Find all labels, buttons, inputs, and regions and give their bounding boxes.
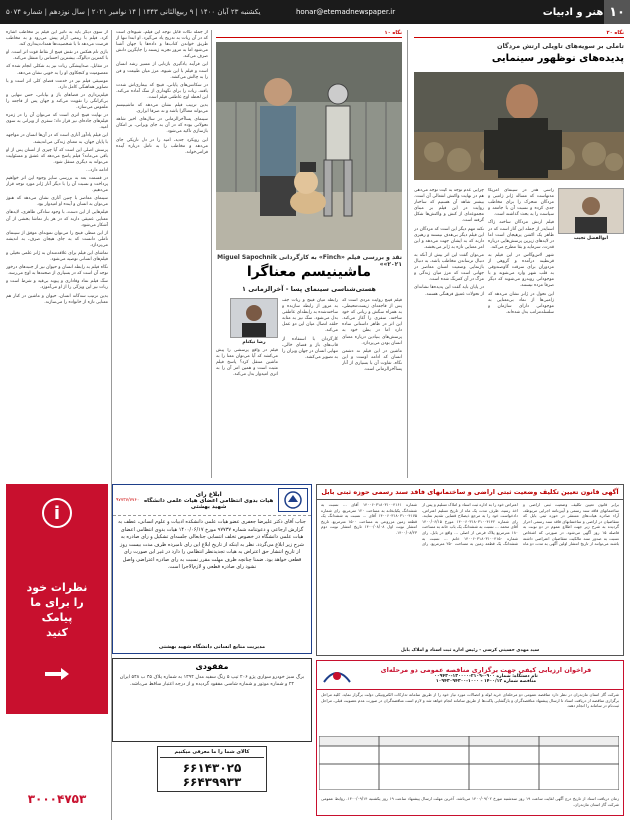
tender-ad-line-2: مناقصه شماره ۱۴۰۰/۱۲ - ۱۰۰۰-۱۰۹۴۳۰۹۴۳۰۰ — [435, 679, 537, 684]
finch-scene — [216, 42, 402, 250]
left-column-text: از سوی دیگر باید به تاثیر این فیلم بر مخاطب اشاره کرد. فیلم با ریتمی آرام پیش می‌رود و به مخاطب فرصت می‌دهد تا با شخصیت‌ها همذات‌پنداری کند. بازی تام هنکس در نقش فینچ از نقاط قوت اثر است. او با کمترین دیالوگ، بیشترین احساس را منتقل می‌کند. در مقابل، صداپیشگی ربات نیز به شکلی انجام شده که معصومیت و کنجکاوی او را به خوبی نشان می‌دهد. موسیقی فیلم نیز در خدمت فضای کلی اثر است و با تصاویر هماهنگی کامل دارد. فیلم‌برداری در فضاهای باز و بیابانی، حس تنهایی و بی‌کرانگی را تقویت می‌کند و جهان پس از فاجعه را ملموس می‌سازد. در نهایت فینچ اثری است که می‌توان آن را در زمره فیلم‌های جاده‌ای نیز قرار داد؛ سفری از ویرانی به سوی امید. این فیلم یادآور آثاری است که در آن‌ها انسان در مواجهه با پایان جهان، به معنای زندگی می‌اندیشد. پرسش اصلی این است که آیا چیزی از انسان پس از او باقی می‌ماند؟ فیلم پاسخ می‌دهد که عشق و مسئولیت می‌تواند به دیگری منتقل شود. ادامه دارد... در قسمت بعد به بررسی سایر وجوه این اثر خواهیم پرداخت و نسبت آن را با دیگر آثار ژانر مورد توجه قرار می‌دهیم. سینمای معاصر با چنین آثاری نشان می‌دهد که هنوز می‌توان به انسان و آینده او امیدوار بود. فیلم‌هایی از این دست، با وجود سادگی ظاهری، لایه‌های معنایی عمیقی دارند که در هر بار تماشا بخشی از آن آشکار می‌شود. از این منظر، فینچ را می‌توان نمونه‌ای موفق از سینمای تاملی دانست که به جای هیجان صرف، به اندیشه می‌پردازد. تماشای این فیلم برای علاقه‌مندان به ژانر علمی تخیلی و فیلم‌های انسانی توصیه می‌شود. نگاه فیلم به رابطه انسان و حیوان نیز از جنبه‌های درخور توجه آن است که در بسیاری از صحنه‌ها به اوج می‌رسد. سگ فیلم نماد وفاداری و پیوند بی‌قید و شرط است و ربات نیز این ویژگی را از او می‌آموزد. بدین ترتیب سه‌گانه انسان، حیوان و ماشین در کنار هم معنایی تازه از خانواده را می‌سازند. — [6, 30, 108, 305]
main-article-kicker: نقد و بررسی فیلم «Finch» به کارگردانی Miguel Sapochnik «۲۰۲۱» — [217, 254, 402, 268]
ruling-number: ۹۷۷۳۷/۷۷۶۰ — [116, 497, 140, 503]
ad-booking-phone-1[interactable]: ۶۶۱۴۳۰۲۵ — [182, 761, 242, 775]
section-title: هنر و ادبیات — [542, 6, 604, 18]
land-registry-ad-body: برابر قانون تعیین تکلیف وضعیت ثبتی اراضی و ساختمانهای فاقد سند رسمی و آیین‌نامه اجرایی مربوطه، آراء صادره هیات‌های مستقر در حوزه ثبتی بابل که متقاضیان در اراضی و ساختمانهای فاقد سند رسمی احراز گردیده به شرح زیر جهت اطلاع عموم در دو نوبت به فاصله ۱۵ روز آگهی می‌شود. در صورتی که اشخاص نسبت به صدور سند مالکیت متقاضیان اعتراضی داشته باشند می‌توانند از تاریخ انتشار اولین آگهی به مدت دو ماه اعتراض خود را به اداره ثبت اسناد و املاک تسلیم و پس از اخذ رسید، ظرف مدت یک ماه از تاریخ تسلیم اعتراض، دادخواست خود را به مرجع ذیصلاح قضایی تقدیم نمایند. رای شماره ۱۴۰۰۶۰۳۱۸۰۳۱۰۰۴۱۴۲ مورخ ۱۴۰۰/۰۶/۱۵ آقای محمد ... نسبت به ششدانگ یک باب خانه به مساحت ۱۸۰ مترمربع پلاک فرعی از اصلی ... واقع در بابل. رای شماره ۱۴۰۰۶۰۳۱۸۰۳۱۰۰۴۱۵۰ خانم ... نسبت به ششدانگ یک قطعه زمین به مساحت ۲۵۰ مترمربع. رای شماره ۱۴۰۰۶۰۳۱۸۰۳۱۰۰۴۱۶۱ آقای ... نسبت به ششدانگ یکبابخانه به مساحت ۱۲۰ مترمربع. رای شماره ۱۴۰۰۶۰۳۱۸۰۳۱۰۰۴۱۷۵ آقای ... نسبت به ششدانگ یک قطعه زمین مزروعی به مساحت ۱۵۰۰ مترمربع. تاریخ انتشار نوبت اول ۱۴۰۰/۰۸/۰۸ تاریخ انتشار نوبت دوم ۱۴۰۰/۰۸/۲۳. — [321, 502, 619, 547]
column-divider — [407, 30, 408, 478]
sms-line-1: نظرات خود — [26, 581, 88, 594]
right-article-col-2: چرایی عدم توجه به کیت توجه می‌دهی هم در نهایت واکنش انفعالی آن است. بیشتر شاهد آن هستیم که ساختار روایت در این فیلم بر مبنای مجموعه‌ای از کنش و واکنش‌ها شکل گرفته است. نکته مهم دیگر این است که مردگان در این فیلم دیگر بی‌هدف نیستند و رهبری دارند که به ایشان جهت می‌دهد و این امر معنایی تازه به ژانر می‌بخشد. می‌توان گفت این اثر بیش از آنکه به دنبال ترساندن مخاطب باشد، به دنبال بازنمایی وضعیت انسان معاصر در جهانی است که مرز میان زندگی و مرگ در آن کمرنگ شده است. در پایان باید گفت این پدیده‌ها نشانه‌ای از تحولات عمیق فرهنگی هستند. — [414, 188, 484, 297]
tender-ad-title: فراخوان ارزیابی کیفی جهت برگزاری مناقصه عمومی دو مرحله‌ای — [380, 666, 592, 674]
main-article-subtitle: هستی‌شناسی سینمای پسا - آخرالزمانی ۱ — [242, 285, 376, 293]
author-portrait — [558, 188, 624, 234]
main-article-tag: نگاه ۱۰ — [216, 30, 402, 38]
sms-feedback-box[interactable] — [6, 484, 108, 714]
critic-portrait — [230, 298, 278, 338]
land-registry-ad-title: آگهی قانون تعیین تکلیف وضعیت ثبتی اراضی و ساختمانهای فاقد سند رسمی حوزه ثبتی بابل — [317, 485, 623, 500]
page-number: ۱۰ — [604, 0, 630, 24]
sms-number[interactable]: ۳۰۰۰۴۷۵۳ — [27, 792, 87, 806]
dateline: یکشنبه ۲۳ آبان ۱۴۰۰ | ۹ ربیع‌الثانی ۱۴۴۳ | ۱۴ نوامبر ۲۰۲۱ | سال نوزدهم | شماره ۵۰۷۴ — [6, 8, 261, 16]
ruling-badge: ابلاغ رای — [195, 490, 222, 498]
right-article-tag: نگاه ۲۰ — [414, 30, 624, 38]
main-article-col-2: رابطه میان فینچ و ربات جف به مرور از رابطه سازنده و ساخته‌شده به رابطه‌ای عاطفی بدل می‌شود. سگ نیز به مثابه حلقه اتصال میان این دو عمل می‌کند. کارگردان با استفاده از قاب‌های باز و فضای خالی، تنهایی انسان در جهان ویران را به تصویر می‌کشد. — [282, 298, 338, 360]
land-registry-ad-signature: سید مهدی حسینی کرسی - رئیس اداره ثبت اسناد و املاک بابل — [400, 648, 540, 653]
tender-ad-line-1: نام دستگاه: شماره ۰۹۰۰-۲۱۰۹-۱۳۰۰۰۰-۰۰۹۴۳۰ — [434, 674, 538, 679]
sms-line-2: را برای ما — [30, 596, 84, 609]
tender-ad — [316, 660, 624, 816]
photo-scene — [414, 72, 624, 180]
tender-ad-body: شرکت گاز استان مازندران در نظر دارد مناقصه عمومی دو مرحله‌ای خرید لوله و اتصالات مورد نیاز خود را از طریق سامانه تدارکات الکترونیکی دولت برگزار نماید. کلیه مراحل برگزاری مناقصه از دریافت اسناد تا ارسال پیشنهاد مناقصه‌گران و بازگشایی پاکت‌ها از طریق سامانه انجام خواهد شد و لازم است مناقصه‌گران در صورت عدم عضویت قبلی، مراحل ثبت‌نام در سامانه را انجام دهند. — [321, 692, 619, 709]
ad-booking-title: کالای شما را ما معرفی میکنیم — [160, 749, 264, 758]
right-article-title: پدیده‌های نوظهور سینمایی — [491, 53, 624, 64]
finch-movie-still — [216, 42, 402, 250]
main-article-col-3: فیلم در واقع پرسشی را پیش می‌کشد که آیا می‌توان معنا را به ماشین منتقل کرد؟ پاسخ فیلم مثبت است و همین امر آن را به اثری امیدوار بدل می‌کند. — [216, 348, 278, 378]
ruling-signature: مدیریت منابع انسانی دانشگاه شهید بهشتی — [158, 644, 266, 650]
tender-table — [319, 736, 619, 790]
tender-ad-footer: زمان دریافت اسناد از تاریخ درج آگهی لغایت ساعت ۱۹ روز سه‌شنبه مورخ ۱۴۰۰/۰۹/۰۲ می‌باشد. آخرین مهلت ارسال پیشنهاد ساعت ۱۹ روز یکشنبه ۱۴۰۰/۰۹/۱۴. روابط عمومی شرکت گاز استان مازندران. — [321, 796, 620, 807]
info-icon: i — [42, 498, 72, 528]
university-ruling-ad — [112, 484, 312, 654]
right-article-kicker: تاملی بر سویه‌های تاویلی ارتش مردگان — [496, 42, 624, 50]
lost-document-ad — [112, 658, 312, 742]
sms-line-3: پیامک — [41, 611, 73, 624]
land-registry-ad — [316, 484, 624, 656]
pointing-hand-icon — [41, 660, 73, 686]
ruling-title: هیات بدوی انتظامی اعضای هیات علمی دانشگاه شهید بهشتی — [143, 497, 274, 510]
ad-booking-box[interactable] — [112, 746, 312, 816]
main-article-byline: رضا نیکنام — [242, 340, 266, 345]
column-divider-2 — [211, 30, 212, 478]
sms-line-4: کنید — [46, 626, 68, 639]
ruling-body: جناب آقای دکتر علیرضا جعفری عضو هیات علمی دانشکده ادبیات و علوم انسانی، عطف به گزارش ارجاعی و دعوتنامه شماره ۹۷۷۳۷ مورخ ۱۴۰۰/۰۶/۱۷ هیات بدوی انتظامی اعضای هیات علمی دانشگاه در خصوص تخلف انتسابی جنابعالی جلسه‌ای تشکیل و رای صادره به شرح زیر ابلاغ می‌گردد. نظر به اینکه از تاریخ ابلاغ این رای نامبرده ظرف مدت بیست روز از تاریخ انتشار حق اعتراض به هیات تجدیدنظر انتظامی را دارد در غیر این صورت رای قطعی خواهد بود. ضمنا چنانچه ظرف مهلت مقرر نسبت به رای صادره اعتراضی واصل نشود رای صادره قطعی و لازم‌الاجرا است. — [118, 519, 306, 570]
lost-ad-title: مفقودی — [195, 662, 229, 671]
right-article-byline: ابوالفضل نجیب — [573, 236, 609, 241]
section-email[interactable]: honar@etemadnewspaper.ir — [296, 8, 396, 16]
ad-booking-phone-2[interactable]: ۶۶۴۳۹۹۳۳ — [182, 775, 242, 789]
army-of-the-dead-photo — [414, 72, 624, 180]
university-seal-icon — [278, 488, 308, 512]
right-article-col-1: راسی هدر در سینمای امریکا مدتهاست که مساله ژانر زامبی و مردگان متحرک را برای مخاطب جدی کرده و نسبت آن با جامعه و سیاست را به بحث گذاشته است. فیلم ارتش مردگان ساخته زاک اسنایدر از جمله این آثار است که در ظاهر یک اکشن پرهیجان است اما در لایه‌های زیرین پرسش‌هایی درباره قدرت، سرمایه و بقا مطرح می‌کند. شهر لاس‌وگاس در این فیلم به قرنطینه درآمده و گروهی از مزدوران برای سرقت گاوصندوقی به قلب شهر وارد می‌شوند و با موجوداتی روبه‌رو می‌شوند که دیگر صرفا مرده نیستند. این تحول در ژانر نشان می‌دهد که زامبی‌ها از نماد بی‌معنایی به موجوداتی دارای سازمان و سلسله‌مراتب بدل شده‌اند. — [488, 188, 554, 315]
company-logo-icon — [321, 663, 353, 687]
main-article-title: ماشینیسم معناگرا — [246, 264, 372, 280]
main-article-continuation: از جمله نکات قابل توجه این فیلم، شیوه‌ای است که در آن ربات به تدریج یاد می‌گیرد. او ابتدا تنها از طریق خواندن کتاب‌ها و داده‌ها با جهان آشنا می‌شود اما به مرور تجربه زیسته را جایگزین دانش صرف می‌کند. این فرآیند یادگیری بازتابی از مسیر رشد انسان است و فیلم با این شیوه، مرز میان طبیعت و فن را به چالش می‌کشد. در سکانس‌های پایانی، فینچ که بیماری‌اش شدت یافته، ربات را برای نگهداری از سگ آماده می‌کند. این لحظه اوج عاطفی فیلم است. بدین ترتیب فیلم نشان می‌دهد که ماشینیسم می‌تواند معناگرا باشد و نه صرفا ابزاری. سینمای پسا‌آخرالزمانی در سال‌های اخیر شاهد تحولاتی بوده که در آن به جای ویرانی، بر امکان بازسازی تاکید می‌شود. این رویکرد جدید، امید را در دل تاریکی جای می‌دهد و مخاطب را به تامل درباره آینده فرامی‌خواند. — [116, 30, 208, 155]
main-article-col-1: فیلم فینچ روایت مردی است که پس از فاجعه‌ای زیست‌محیطی، به همراه سگش و رباتی که خود ساخته، سفری را آغاز می‌کند. این اثر در ظاهر داستانی ساده دارد اما در بطن خود به پرسش‌های بنیادین درباره معنای انسان بودن می‌پردازد. ماشین در این فیلم نه دشمن انسان که ادامه اوست و این نگاه، تفاوت آن با بسیاری از آثار پسا‌آخرالزمانی است. — [342, 298, 402, 373]
page-header — [0, 0, 630, 24]
lost-ad-body: برگ سبز خودرو سواری پژو ۲۰۶ تیپ ۵ رنگ سفید مدل ۱۳۹۴ به شماره پلاک ۴۵ ب ۵۴۸ ایران ۲۴ و شماره موتور و شماره شاسی مفقود گردیده و از درجه اعتبار ساقط می‌باشد. — [119, 675, 305, 687]
